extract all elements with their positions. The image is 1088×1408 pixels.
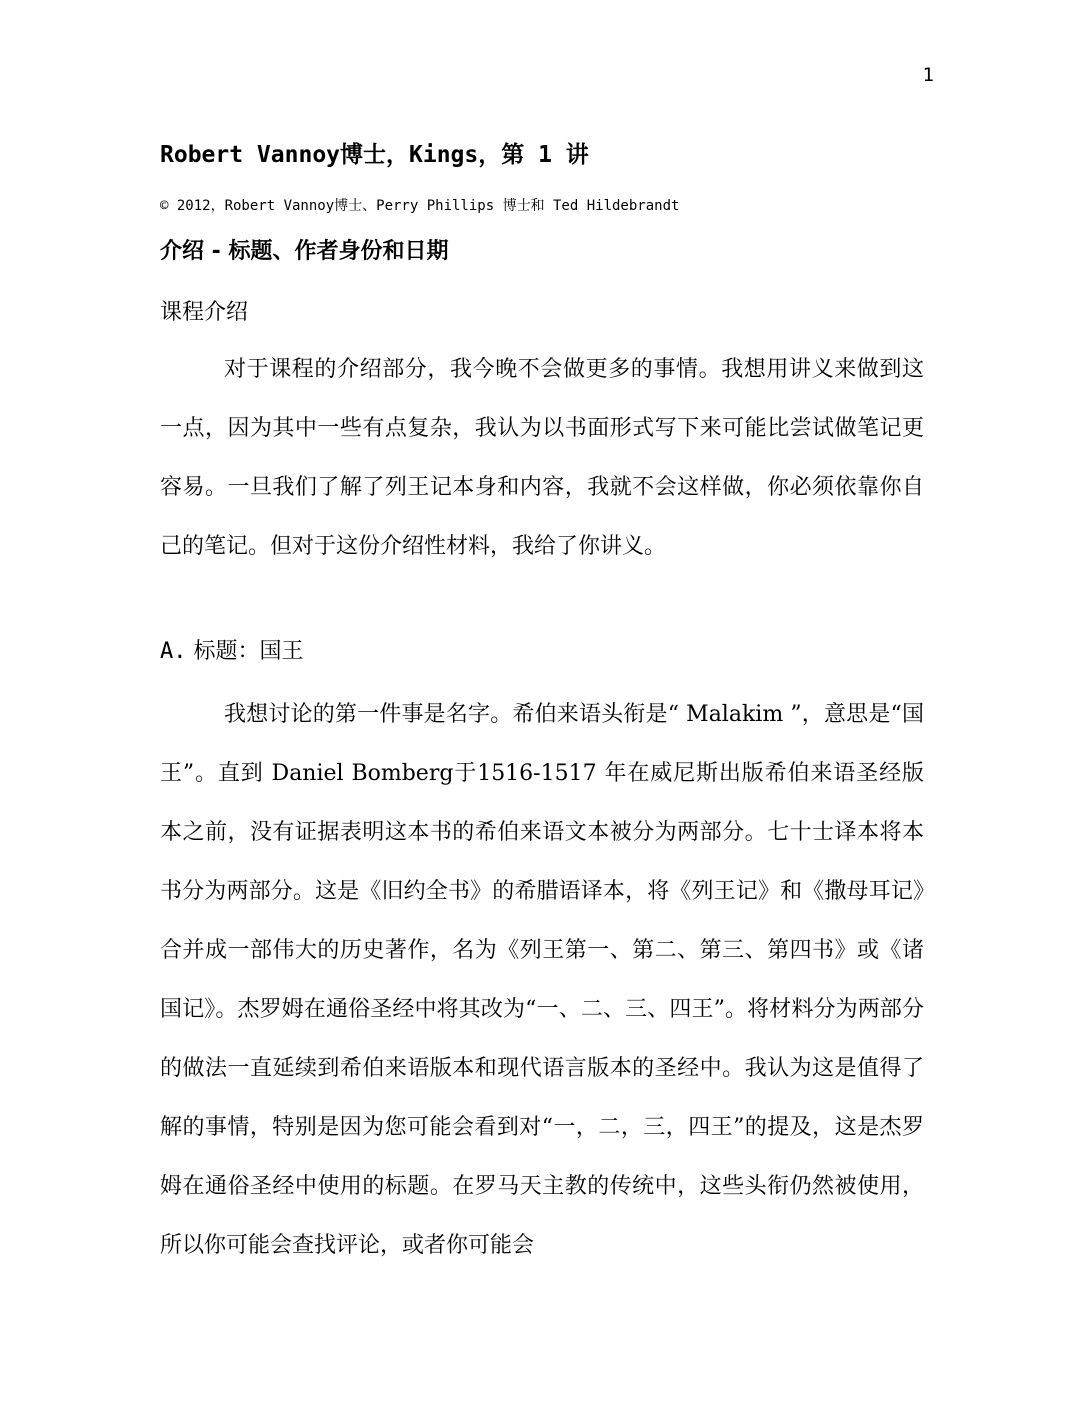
lecture-title: Robert Vannoy博士，Kings，第 1 讲 (160, 142, 589, 168)
course-intro-heading: 课程介绍 (160, 300, 249, 325)
section-heading: 介绍 - 标题、作者身份和日期 (160, 239, 449, 264)
title-paragraph: 我想讨论的第一件事是名字。希伯来语头衔是“ Malakim ”，意思是“国王”。直到 Daniel Bomberg于1516-1517 年在威尼斯出版希伯来语圣经版本之前，没有证据表明这本书的希伯来语文本被分为两部分。七十士译本将本书分为两部分。这是《旧约全书》的希腊语译本，将《列王记》和《撒母耳记》合并成一部伟大的历史著作，名为《列王第一、第二、第三、第四书》或《诸国记》。杰罗姆在通俗圣经中将其改为“一、二、三、四王”。将材料分为两部分的做法一直延续到希伯来语版本和现代语言版本的圣经中。我认为这是值得了解的事情，特别是因为您可能会看到对“一，二，三，四王”的提及，这是杰罗姆在通俗圣经中使用的标题。在罗马天主教的传统中，这些头衔仍然被使用，所以你可能会查找评论，或者你可能会 (160, 702, 924, 1258)
page-number: 1 (922, 64, 934, 86)
intro-paragraph: 对于课程的介绍部分，我今晚不会做更多的事情。我想用讲义来做到这一点，因为其中一些有点复杂，我认为以书面形式写下来可能比尝试做笔记更容易。一旦我们了解了列王记本身和内容，我就不会这样做，你必须依靠你自己的笔记。但对于这份介绍性材料，我给了你讲义。 (160, 357, 924, 559)
subsection-label: A. (160, 639, 187, 664)
subsection-title: 标题：国王 (193, 639, 304, 664)
subsection-heading (160, 634, 304, 665)
copyright-line: © 2012，Robert Vannoy博士、Perry Phillips 博士和 Ted Hildebrandt (160, 198, 680, 214)
